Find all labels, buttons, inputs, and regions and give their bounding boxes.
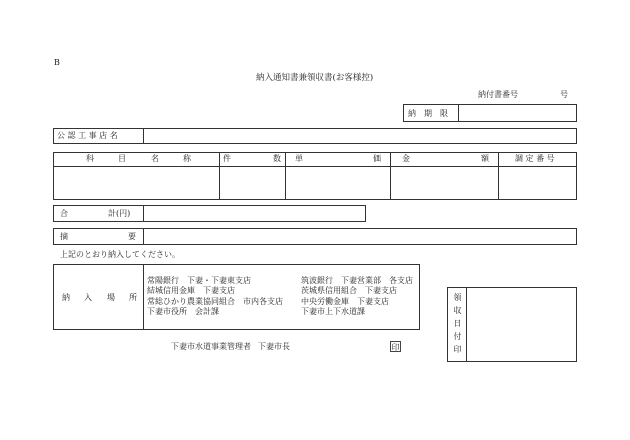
issuer-water-manager: 下妻市水道事業管理者 bbox=[171, 342, 251, 351]
form-code: B bbox=[54, 58, 60, 67]
seal-mark: 印 bbox=[391, 343, 400, 352]
bank-left-3: 常総ひかり農業協同組合 市内各支店 bbox=[147, 297, 283, 306]
col-qty-char-2: 数 bbox=[273, 154, 281, 163]
issuer-mayor: 下妻市長 bbox=[258, 342, 290, 351]
receipt-stamp-area[interactable] bbox=[468, 289, 575, 360]
due-date-field[interactable] bbox=[460, 106, 575, 120]
bank-right-3: 中央労働金庫 下妻支店 bbox=[301, 297, 389, 306]
contractor-label: 公 認 工 事 店 名 bbox=[57, 131, 118, 140]
bank-left-4: 下妻市役所 会計課 bbox=[147, 307, 219, 316]
due-date-label: 納 期 限 bbox=[408, 109, 448, 118]
col-item-char-4: 称 bbox=[183, 154, 191, 163]
unit-price-cell[interactable] bbox=[287, 168, 388, 198]
invoice-number-label: 納付書番号 bbox=[478, 90, 518, 99]
assessment-no-cell[interactable] bbox=[500, 168, 575, 198]
invoice-number-suffix: 号 bbox=[560, 90, 568, 99]
col-qty-char-1: 件 bbox=[223, 154, 231, 163]
col-amount-char-2: 額 bbox=[481, 154, 489, 163]
payment-place-char-4: 所 bbox=[129, 293, 137, 302]
item-name-cell[interactable] bbox=[55, 168, 217, 198]
contractor-field[interactable] bbox=[145, 130, 575, 142]
col-assessment-no: 調 定 番 号 bbox=[515, 154, 555, 163]
col-price-char-1: 単 bbox=[295, 154, 303, 163]
bank-left-1: 常陽銀行 下妻・下妻東支店 bbox=[147, 276, 251, 285]
qty-cell[interactable] bbox=[221, 168, 283, 198]
payment-place-char-3: 場 bbox=[107, 293, 115, 302]
col-price-char-2: 価 bbox=[373, 154, 381, 163]
total-label-left: 合 bbox=[60, 209, 68, 218]
notice-text: 上記のとおり納入してください。 bbox=[60, 250, 180, 259]
bank-right-2: 茨城県信用組合 下妻支店 bbox=[301, 286, 397, 295]
form-title: 納入通知書兼領収書(お客様控) bbox=[256, 73, 374, 83]
receipt-stamp-label: 領収日付印 bbox=[453, 293, 462, 358]
bank-right-4: 下妻市上下水道課 bbox=[301, 307, 365, 316]
summary-label-right: 要 bbox=[128, 232, 136, 241]
payment-place-char-2: 入 bbox=[84, 293, 92, 302]
col-amount-char-1: 金 bbox=[402, 154, 410, 163]
summary-label-left: 摘 bbox=[60, 232, 68, 241]
payment-place-char-1: 納 bbox=[62, 293, 70, 302]
bank-left-2: 結城信用金庫 下妻支店 bbox=[147, 286, 235, 295]
col-item-char-3: 名 bbox=[151, 154, 159, 163]
total-label-right: 計(円) bbox=[108, 209, 131, 218]
bank-right-1: 筑波銀行 下妻営業部 各支店 bbox=[301, 276, 413, 285]
col-item-char-1: 科 bbox=[86, 154, 94, 163]
total-field[interactable] bbox=[145, 207, 364, 220]
col-item-char-2: 目 bbox=[118, 154, 126, 163]
summary-field[interactable] bbox=[145, 230, 575, 243]
amount-cell[interactable] bbox=[392, 168, 496, 198]
